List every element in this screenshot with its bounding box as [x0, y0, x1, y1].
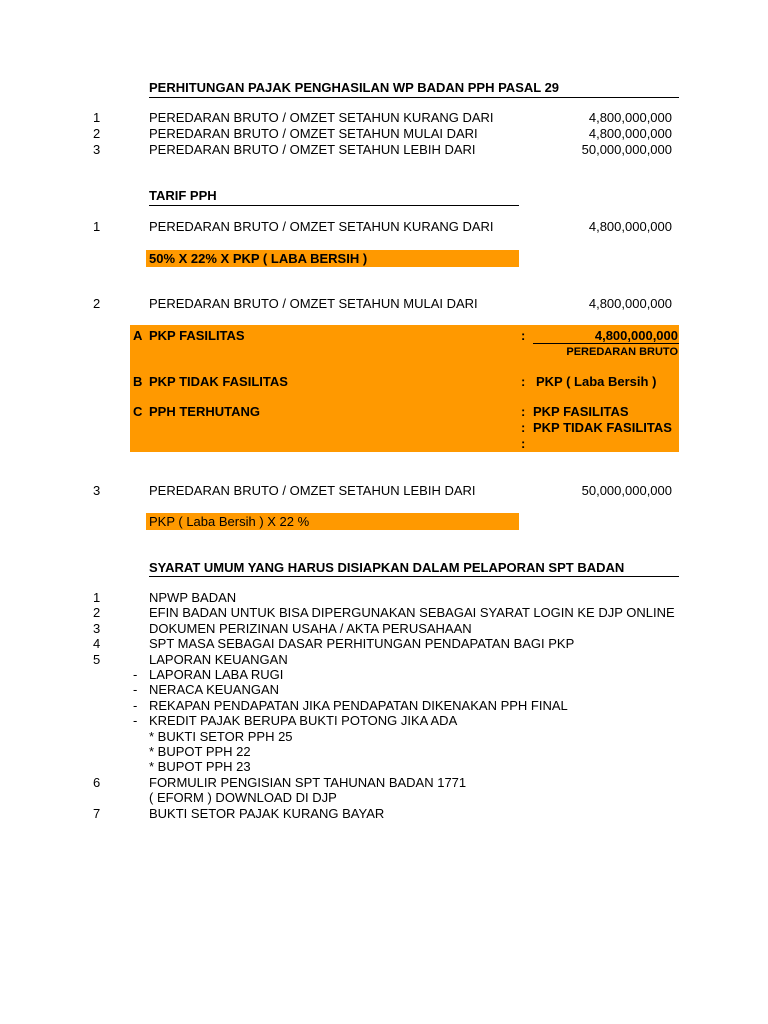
- title-underline: [149, 97, 679, 98]
- threshold-value: 4,800,000,000: [588, 126, 672, 141]
- row-number: 2: [93, 126, 101, 141]
- list-item: LAPORAN LABA RUGI: [149, 667, 284, 682]
- list-item-marker: 5: [93, 652, 101, 667]
- case-number: 3: [93, 483, 101, 498]
- list-item: FORMULIR PENGISIAN SPT TAHUNAN BADAN 1771: [149, 775, 467, 790]
- fraction-line: [533, 343, 679, 344]
- colon: :: [521, 374, 526, 389]
- list-item: REKAPAN PENDAPATAN JIKA PENDAPATAN DIKENAKAN PPH FINAL: [149, 698, 568, 713]
- case-label: PEREDARAN BRUTO / OMZET SETAHUN MULAI DARI: [149, 296, 478, 311]
- list-item: * BUPOT PPH 23: [149, 759, 251, 774]
- tarif-heading: TARIF PPH: [149, 188, 217, 203]
- item-letter-c: C: [133, 404, 143, 419]
- colon: :: [521, 404, 526, 419]
- threshold-label: PEREDARAN BRUTO / OMZET SETAHUN KURANG DARI: [149, 110, 494, 125]
- list-item-marker: 4: [93, 636, 101, 651]
- list-item: ( EFORM ) DOWNLOAD DI DJP: [149, 790, 337, 805]
- list-item: DOKUMEN PERIZINAN USAHA / AKTA PERUSAHAAN: [149, 621, 472, 636]
- list-item: BUKTI SETOR PAJAK KURANG BAYAR: [149, 806, 385, 821]
- list-item: NERACA KEUANGAN: [149, 682, 280, 697]
- list-item-marker: 7: [93, 806, 101, 821]
- list-item-marker: 3: [93, 621, 101, 636]
- requirements-underline: [149, 576, 679, 577]
- list-item-marker: -: [133, 713, 138, 728]
- list-item-marker: 6: [93, 775, 101, 790]
- list-item: * BUPOT PPH 22: [149, 744, 251, 759]
- list-item-marker: 2: [93, 605, 101, 620]
- pph-terhutang-value-1: PKP FASILITAS: [533, 404, 629, 419]
- colon: :: [521, 436, 526, 451]
- list-item: LAPORAN KEUANGAN: [149, 652, 288, 667]
- item-letter-b: B: [133, 374, 143, 389]
- case-number: 1: [93, 219, 101, 234]
- row-number: 3: [93, 142, 101, 157]
- list-item: SPT MASA SEBAGAI DASAR PERHITUNGAN PENDAPATAN BAGI PKP: [149, 636, 575, 651]
- fraction-numerator: 4,800,000,000: [594, 328, 678, 343]
- list-item-marker: -: [133, 698, 138, 713]
- pkp-laba-bersih: PKP ( Laba Bersih ): [536, 374, 657, 389]
- case-number: 2: [93, 296, 101, 311]
- requirements-heading: SYARAT UMUM YANG HARUS DISIAPKAN DALAM PELAPORAN SPT BADAN: [149, 560, 625, 575]
- case-value: 4,800,000,000: [588, 296, 672, 311]
- threshold-label: PEREDARAN BRUTO / OMZET SETAHUN MULAI DARI: [149, 126, 478, 141]
- threshold-value: 50,000,000,000: [581, 142, 672, 157]
- pph-terhutang-label: PPH TERHUTANG: [149, 404, 260, 419]
- page-title: PERHITUNGAN PAJAK PENGHASILAN WP BADAN PPH PASAL 29: [149, 80, 560, 95]
- case1-formula: 50% X 22% X PKP ( LABA BERSIH ): [149, 251, 368, 266]
- threshold-label: PEREDARAN BRUTO / OMZET SETAHUN LEBIH DARI: [149, 142, 476, 157]
- pkp-fasilitas-label: PKP FASILITAS: [149, 328, 245, 343]
- list-item-marker: -: [133, 667, 138, 682]
- list-item: * BUKTI SETOR PPH 25: [149, 729, 293, 744]
- case-value: 50,000,000,000: [581, 483, 672, 498]
- case3-formula: PKP ( Laba Bersih ) X 22 %: [149, 514, 310, 529]
- pkp-tidak-fasilitas-label: PKP TIDAK FASILITAS: [149, 374, 288, 389]
- case-value: 4,800,000,000: [588, 219, 672, 234]
- tarif-underline: [149, 205, 519, 206]
- case-label: PEREDARAN BRUTO / OMZET SETAHUN KURANG DARI: [149, 219, 494, 234]
- list-item-marker: 1: [93, 590, 101, 605]
- colon: :: [521, 328, 526, 343]
- list-item-marker: -: [133, 682, 138, 697]
- fraction-denominator: PEREDARAN BRUTO: [566, 346, 678, 358]
- colon: :: [521, 420, 526, 435]
- list-item: EFIN BADAN UNTUK BISA DIPERGUNAKAN SEBAGAI SYARAT LOGIN KE DJP ONLINE: [149, 605, 675, 620]
- threshold-value: 4,800,000,000: [588, 110, 672, 125]
- case-label: PEREDARAN BRUTO / OMZET SETAHUN LEBIH DARI: [149, 483, 476, 498]
- list-item: NPWP BADAN: [149, 590, 237, 605]
- pph-terhutang-value-2: PKP TIDAK FASILITAS: [533, 420, 672, 435]
- list-item: KREDIT PAJAK BERUPA BUKTI POTONG JIKA ADA: [149, 713, 458, 728]
- row-number: 1: [93, 110, 101, 125]
- item-letter-a: A: [133, 328, 143, 343]
